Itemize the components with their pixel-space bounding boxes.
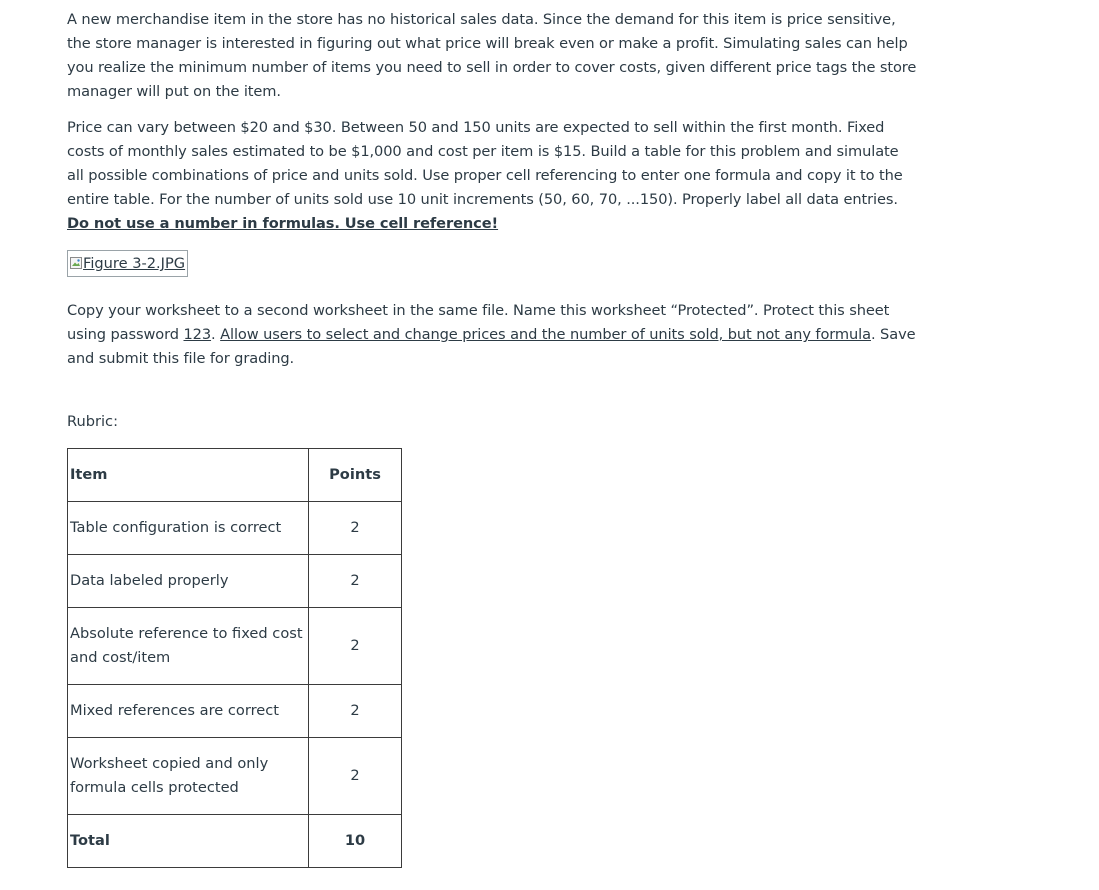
table-row	[68, 502, 402, 555]
table-row	[68, 685, 402, 738]
protection-underlined: Allow users to select and change prices and the number of units sold, but not any formula	[220, 326, 871, 343]
rubric-item-cell: Absolute reference to fixed cost and cost/item	[68, 608, 309, 685]
requirements-paragraph	[67, 116, 917, 236]
rubric-item-cell: Worksheet copied and only formula cells protected	[68, 738, 309, 815]
figure-link[interactable]	[67, 250, 188, 277]
rubric-item-cell: Table configuration is correct	[68, 502, 309, 555]
table-row	[68, 608, 402, 685]
rubric-item-cell: Data labeled properly	[68, 555, 309, 608]
table-row	[68, 738, 402, 815]
rubric-table	[67, 448, 402, 868]
password-value: 123	[183, 326, 212, 343]
rubric-points-cell: 2	[309, 502, 402, 555]
rubric-total-label: Total	[68, 815, 309, 868]
rubric-points-cell: 2	[309, 555, 402, 608]
rubric-points-cell: 2	[309, 685, 402, 738]
rubric-label: Rubric:	[67, 413, 118, 430]
protection-text-1: Copy your worksheet to a second worksheet in the same file. Name this worksheet “Protected”. Protect this sheet using password	[67, 302, 890, 343]
rubric-total-row	[68, 815, 402, 868]
rubric-header-row	[68, 449, 402, 502]
requirements-text: Price can vary between $20 and $30. Between 50 and 150 units are expected to sell within the first month. Fixed costs of monthly sales estimated to be $1,000 and cost per item is $15. Build a table for this problem and simulate all possible combinations of price and units sold. Use proper cell referencing to enter one formula and copy it to the entire table. For the number of units sold use 10 unit increments (50, 60, 70, ...150). Properly label all data entries.	[67, 119, 903, 208]
protection-text-3: . Save and submit this file for grading.	[67, 326, 916, 367]
requirements-emphasis: Do not use a number in formulas. Use cell reference!	[67, 215, 499, 232]
table-row	[68, 555, 402, 608]
broken-image-icon	[70, 257, 82, 269]
protection-paragraph	[67, 299, 917, 371]
intro-paragraph: A new merchandise item in the store has no historical sales data. Since the demand for this item is price sensitive, the store manager is interested in figuring out what price will break even or make a profit. Simulating sales can help you realize the minimum number of items you need to sell in order to cover costs, given different price tags the store manager will put on the item.	[67, 11, 917, 100]
rubric-header-item: Item	[68, 449, 309, 502]
figure-label: Figure 3-2.JPG	[83, 255, 186, 272]
assignment-content	[67, 8, 917, 371]
rubric-header-points: Points	[309, 449, 402, 502]
protection-text-2: .	[211, 326, 221, 343]
rubric-points-cell: 2	[309, 608, 402, 685]
rubric-item-cell: Mixed references are correct	[68, 685, 309, 738]
rubric-total-points: 10	[309, 815, 402, 868]
rubric-points-cell: 2	[309, 738, 402, 815]
